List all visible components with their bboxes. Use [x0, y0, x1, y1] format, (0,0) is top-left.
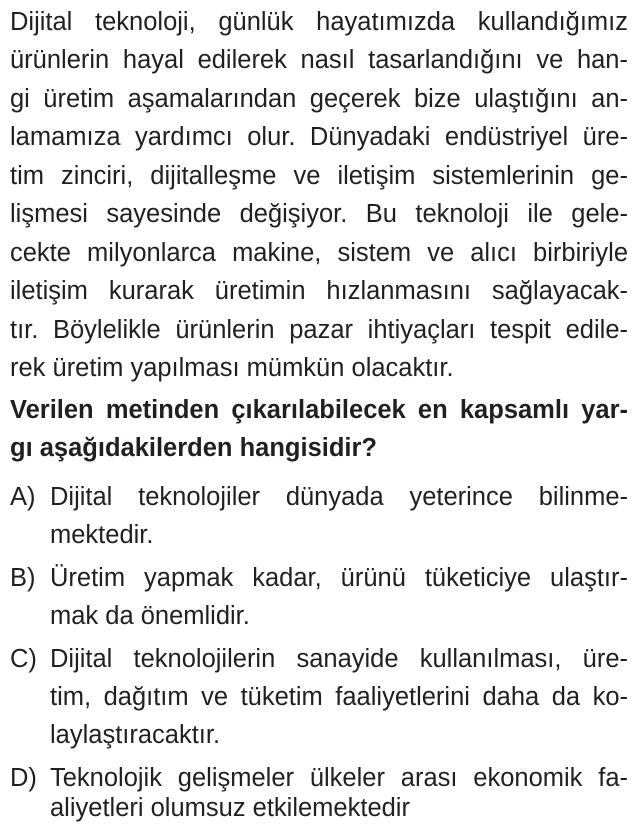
passage-line: Dijital teknoloji, günlük hayatımızda kullandığımız — [10, 8, 628, 36]
option-letter: C) — [10, 645, 37, 673]
question-line: gı aşağıdakilerden hangisidir? — [10, 434, 378, 462]
passage-line: ürünlerin hayal edilerek nasıl tasarlandığını ve han- — [10, 46, 628, 74]
option-text-line: Üretim yapmak kadar, ürünü tüketiciye ulaştır- — [50, 564, 628, 592]
option-letter: B) — [10, 564, 36, 592]
option-text-line: Teknolojik gelişmeler ülkeler arası ekonomik fa- — [50, 764, 628, 792]
option-text-line: mak da önemlidir. — [50, 602, 250, 630]
option-letter: D) — [10, 764, 37, 792]
passage-line: iletişim kurarak üretimin hızlanmasını sağlayacak- — [10, 277, 628, 305]
option-text-line: tim, dağıtım ve tüketim faaliyetlerini daha da ko- — [50, 683, 628, 711]
passage-line: rek üretim yapılması mümkün olacaktır. — [10, 354, 454, 382]
passage-line: tır. Böylelikle ürünlerin pazar ihtiyaçları tespit edile- — [10, 316, 628, 344]
question-line: Verilen metinden çıkarılabilecek en kapsamlı yar- — [10, 396, 628, 424]
passage-line: gi üretim aşamalarından geçerek bize ulaştığını an- — [10, 85, 628, 113]
passage-line: lişmesi sayesinde değişiyor. Bu teknoloji ile gele- — [10, 200, 628, 228]
option-text-line: laylaştıracaktır. — [50, 721, 221, 749]
option-text-line: aliyetleri olumsuz etkilemektedir — [50, 794, 410, 822]
option-letter: A) — [10, 483, 36, 511]
passage-line: lamamıza yardımcı olur. Dünyadaki endüstriyel üre- — [10, 123, 628, 151]
option-text-line: Dijital teknolojilerin sanayide kullanılması, üre- — [50, 645, 628, 673]
passage-line: tim zinciri, dijitalleşme ve iletişim sistemlerinin ge- — [10, 162, 628, 190]
option-text-line: Dijital teknolojiler dünyada yeterince bilinme- — [50, 483, 628, 511]
passage-line: cekte milyonlarca makine, sistem ve alıcı birbiriyle — [10, 239, 628, 267]
option-text-line: mektedir. — [50, 521, 154, 549]
